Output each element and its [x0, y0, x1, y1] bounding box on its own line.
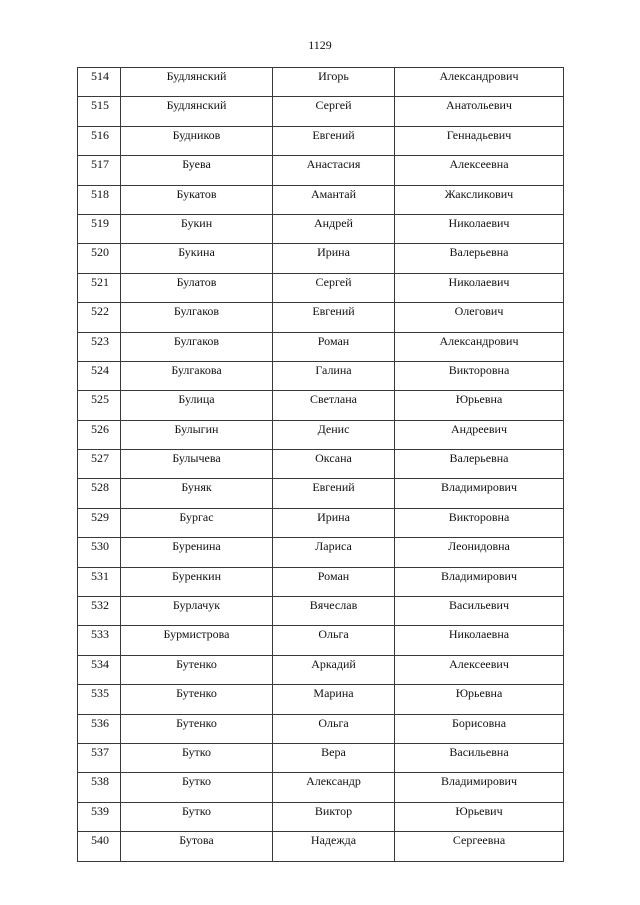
table-row: [78, 185, 564, 214]
first-name-cell: Марина: [273, 685, 395, 714]
row-number-cell: 521: [78, 273, 121, 302]
patronymic-cell: Леонидовна: [395, 538, 564, 567]
patronymic-cell: Борисовна: [395, 714, 564, 743]
row-number-cell: 522: [78, 303, 121, 332]
patronymic-cell: Васильевна: [395, 743, 564, 772]
surname-cell: Бутенко: [121, 714, 273, 743]
first-name-cell: Евгений: [273, 126, 395, 155]
row-number-cell: 527: [78, 450, 121, 479]
table-row: [78, 832, 564, 861]
row-number-cell: 530: [78, 538, 121, 567]
patronymic-cell: Васильевич: [395, 597, 564, 626]
table-row: [78, 655, 564, 684]
surname-cell: Булица: [121, 391, 273, 420]
surname-cell: Булычева: [121, 450, 273, 479]
first-name-cell: Оксана: [273, 450, 395, 479]
page-number: 1129: [308, 38, 332, 52]
table-row: [78, 743, 564, 772]
patronymic-cell: Владимирович: [395, 567, 564, 596]
table-row: [78, 567, 564, 596]
first-name-cell: Виктор: [273, 802, 395, 831]
surname-cell: Буренина: [121, 538, 273, 567]
table-row: [78, 479, 564, 508]
patronymic-cell: Владимирович: [395, 479, 564, 508]
surname-cell: Букатов: [121, 185, 273, 214]
first-name-cell: Сергей: [273, 273, 395, 302]
table-row: [78, 420, 564, 449]
table-row: [78, 802, 564, 831]
first-name-cell: Аркадий: [273, 655, 395, 684]
row-number-cell: 528: [78, 479, 121, 508]
row-number-cell: 516: [78, 126, 121, 155]
patronymic-cell: Александрович: [395, 332, 564, 361]
table-row: [78, 597, 564, 626]
patronymic-cell: Николаевич: [395, 214, 564, 243]
surname-cell: Будлянский: [121, 97, 273, 126]
table-row: [78, 685, 564, 714]
row-number-cell: 539: [78, 802, 121, 831]
table-row: [78, 508, 564, 537]
first-name-cell: Роман: [273, 567, 395, 596]
surname-cell: Булыгин: [121, 420, 273, 449]
patronymic-cell: Викторовна: [395, 508, 564, 537]
table-row: [78, 303, 564, 332]
patronymic-cell: Юрьевна: [395, 685, 564, 714]
surname-cell: Бутова: [121, 832, 273, 861]
row-number-cell: 536: [78, 714, 121, 743]
row-number-cell: 538: [78, 773, 121, 802]
patronymic-cell: Юрьевич: [395, 802, 564, 831]
first-name-cell: Светлана: [273, 391, 395, 420]
surname-cell: Будников: [121, 126, 273, 155]
row-number-cell: 532: [78, 597, 121, 626]
patronymic-cell: Геннадьевич: [395, 126, 564, 155]
table-row: [78, 626, 564, 655]
row-number-cell: 524: [78, 361, 121, 390]
patronymic-cell: Владимирович: [395, 773, 564, 802]
row-number-cell: 526: [78, 420, 121, 449]
row-number-cell: 515: [78, 97, 121, 126]
table-row: [78, 156, 564, 185]
surname-cell: Букина: [121, 244, 273, 273]
row-number-cell: 517: [78, 156, 121, 185]
roster-table: [77, 67, 564, 862]
first-name-cell: Игорь: [273, 68, 395, 97]
row-number-cell: 535: [78, 685, 121, 714]
row-number-cell: 534: [78, 655, 121, 684]
patronymic-cell: Валерьевна: [395, 450, 564, 479]
first-name-cell: Александр: [273, 773, 395, 802]
row-number-cell: 533: [78, 626, 121, 655]
surname-cell: Бурмистрова: [121, 626, 273, 655]
surname-cell: Бурлачук: [121, 597, 273, 626]
surname-cell: Бутенко: [121, 685, 273, 714]
table-row: [78, 391, 564, 420]
patronymic-cell: Алексеевна: [395, 156, 564, 185]
table-row: [78, 273, 564, 302]
first-name-cell: Сергей: [273, 97, 395, 126]
patronymic-cell: Олегович: [395, 303, 564, 332]
table-row: [78, 361, 564, 390]
first-name-cell: Амантай: [273, 185, 395, 214]
row-number-cell: 540: [78, 832, 121, 861]
first-name-cell: Евгений: [273, 479, 395, 508]
first-name-cell: Вера: [273, 743, 395, 772]
row-number-cell: 531: [78, 567, 121, 596]
surname-cell: Булгакова: [121, 361, 273, 390]
row-number-cell: 529: [78, 508, 121, 537]
patronymic-cell: Алексеевич: [395, 655, 564, 684]
patronymic-cell: Викторовна: [395, 361, 564, 390]
surname-cell: Буева: [121, 156, 273, 185]
first-name-cell: Галина: [273, 361, 395, 390]
patronymic-cell: Юрьевна: [395, 391, 564, 420]
patronymic-cell: Валерьевна: [395, 244, 564, 273]
surname-cell: Будлянский: [121, 68, 273, 97]
first-name-cell: Ирина: [273, 508, 395, 537]
table-row: [78, 538, 564, 567]
surname-cell: Булгаков: [121, 332, 273, 361]
row-number-cell: 518: [78, 185, 121, 214]
surname-cell: Бутенко: [121, 655, 273, 684]
table-row: [78, 126, 564, 155]
row-number-cell: 537: [78, 743, 121, 772]
table-row: [78, 714, 564, 743]
first-name-cell: Денис: [273, 420, 395, 449]
surname-cell: Буренкин: [121, 567, 273, 596]
table-row: [78, 450, 564, 479]
surname-cell: Бургас: [121, 508, 273, 537]
first-name-cell: Вячеслав: [273, 597, 395, 626]
first-name-cell: Ирина: [273, 244, 395, 273]
row-number-cell: 514: [78, 68, 121, 97]
surname-cell: Бутко: [121, 802, 273, 831]
first-name-cell: Ольга: [273, 714, 395, 743]
patronymic-cell: Сергеевна: [395, 832, 564, 861]
surname-cell: Букин: [121, 214, 273, 243]
first-name-cell: Андрей: [273, 214, 395, 243]
table-row: [78, 97, 564, 126]
roster-table-body: [78, 68, 564, 862]
row-number-cell: 520: [78, 244, 121, 273]
first-name-cell: Евгений: [273, 303, 395, 332]
surname-cell: Булатов: [121, 273, 273, 302]
first-name-cell: Лариса: [273, 538, 395, 567]
table-row: [78, 332, 564, 361]
row-number-cell: 519: [78, 214, 121, 243]
patronymic-cell: Николаевич: [395, 273, 564, 302]
table-row: [78, 68, 564, 97]
surname-cell: Бутко: [121, 743, 273, 772]
table-row: [78, 214, 564, 243]
surname-cell: Бутко: [121, 773, 273, 802]
patronymic-cell: Николаевна: [395, 626, 564, 655]
patronymic-cell: Александрович: [395, 68, 564, 97]
patronymic-cell: Андреевич: [395, 420, 564, 449]
surname-cell: Буняк: [121, 479, 273, 508]
row-number-cell: 523: [78, 332, 121, 361]
first-name-cell: Роман: [273, 332, 395, 361]
first-name-cell: Надежда: [273, 832, 395, 861]
patronymic-cell: Анатольевич: [395, 97, 564, 126]
table-row: [78, 773, 564, 802]
table-row: [78, 244, 564, 273]
surname-cell: Булгаков: [121, 303, 273, 332]
row-number-cell: 525: [78, 391, 121, 420]
patronymic-cell: Жаксликович: [395, 185, 564, 214]
first-name-cell: Анастасия: [273, 156, 395, 185]
first-name-cell: Ольга: [273, 626, 395, 655]
